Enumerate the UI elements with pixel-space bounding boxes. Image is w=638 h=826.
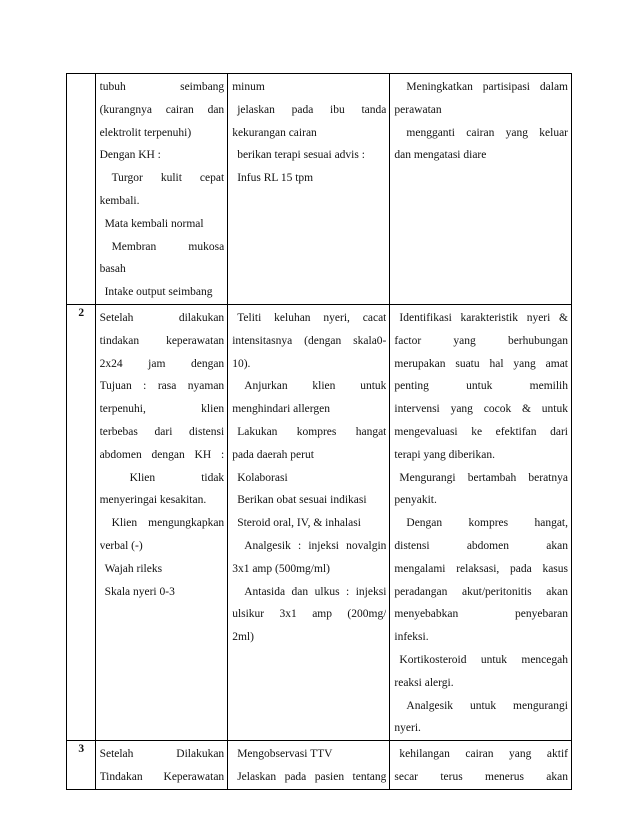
text-line: 3x1 amp (500mg/ml) [232,562,330,575]
text-line: berikan terapi sesuai advis : [237,149,365,162]
text-line: penyakit. [394,494,437,507]
text-line: 2x24 jam dengan [99,357,225,370]
text-line: tindakan keperawatan [99,334,225,347]
text-line: Analgesik : injeksi novalgin [244,539,387,552]
text-line: basah [99,263,126,276]
text-line: tubuh seimbang [99,81,225,93]
text-line: ulsikur 3x1 amp (200mg/ [232,608,387,621]
text-line: Steroid oral, IV, & inhalasi [237,517,361,530]
text-line: mengevaluasi ke efektifan dari [394,425,568,438]
intervention-cell [228,74,390,305]
text-line: Mengobservasi TTV [237,748,333,761]
text-line: Klien mengungkapkan [111,517,225,530]
text-line: Klien tidak [129,471,225,484]
text-line: pada daerah perut [232,448,314,461]
text-line: factor yang berhubungan [394,334,568,347]
criteria-cell [95,304,228,740]
row-number-cell: 3 [67,741,96,790]
text-line: distensi abdomen akan [394,539,568,552]
rationale-cell [390,304,572,740]
text-line: intervensi yang cocok & untuk [394,403,568,416]
intervention-cell [228,741,390,790]
text-line: minum [232,81,265,93]
nursing-care-plan-table [66,73,572,790]
text-line: terapi yang diberikan. [394,448,495,461]
row-number-cell: 2 [67,304,96,740]
criteria-cell [95,74,228,305]
text-line: menghindari allergen [232,403,331,416]
text-line: reaksi alergi. [394,676,454,689]
text-line: mengalami relaksasi, pada kasus [394,562,568,575]
text-line: secar terus menerus akan [394,770,568,783]
text-line: (kurangnya cairan dan [99,103,225,116]
text-line: Kortikosteroid untuk mencegah [399,653,568,666]
text-line: Teliti keluhan nyeri, cacat [237,311,387,324]
text-line: Skala nyeri 0-3 [104,585,175,598]
text-line: verbal (-) [99,539,143,552]
text-line: 2ml) [232,631,254,644]
text-line: Setelah dilakukan [99,311,225,324]
row-number-cell [67,74,96,305]
rationale-cell [390,741,572,790]
text-line: abdomen dengan KH : [99,448,225,461]
text-line: dan mengatasi diare [394,149,487,162]
text-line: mengganti cairan yang keluar [406,126,568,139]
text-line: Kolaborasi [237,471,288,484]
text-line: Membran mukosa [111,240,225,253]
text-line: Infus RL 15 tpm [237,172,314,185]
text-line: Antasida dan ulkus : injeksi [244,585,387,598]
text-line: 10). [232,357,251,370]
table-body [67,74,572,790]
text-line: intensitasnya (dengan skala0- [232,334,387,347]
text-line: Lakukan kompres hangat [237,425,387,438]
text-line: Dengan KH : [99,149,161,162]
intervention-cell [228,304,390,740]
rationale-cell [390,74,572,305]
text-line: Meningkatkan partisipasi dalam [406,81,568,93]
text-line: Identifikasi karakteristik nyeri & [399,311,568,324]
text-line: Analgesik untuk mengurangi [406,699,568,712]
text-line: Turgor kulit cepat [111,172,225,185]
text-line: Wajah rileks [104,562,163,575]
text-line: elektrolit terpenuhi) [99,126,192,139]
text-line: jelaskan pada ibu tanda [237,103,387,116]
text-line: kekurangan cairan [232,126,317,139]
table-row [67,741,572,790]
text-line: terbebas dari distensi [99,425,225,438]
text-line: merupakan suatu hal yang amat [394,357,568,370]
criteria-cell [95,741,228,790]
text-line: perawatan [394,103,442,116]
text-line: Tujuan : rasa nyaman [99,380,225,393]
text-line: Mengurangi bertambah beratnya [399,471,568,484]
text-line: menyebabkan penyebaran [394,608,568,621]
text-line: penting untuk memilih [394,380,568,393]
text-line: Setelah Dilakukan [99,748,225,761]
table-row [67,74,572,305]
text-line: Dengan kompres hangat, [406,517,568,530]
text-line: Intake output seimbang [104,286,213,299]
text-line: Jelaskan pada pasien tentang [237,770,387,783]
text-line: Anjurkan klien untuk [244,380,387,393]
text-line: nyeri. [394,722,421,735]
text-line: Tindakan Keperawatan [99,770,225,783]
text-line: kembali. [99,194,140,207]
text-line: Berikan obat sesuai indikasi [237,494,367,507]
table-row [67,304,572,740]
text-line: peradangan akut/peritonitis akan [394,585,568,598]
text-line: terpenuhi, klien [99,403,225,416]
text-line: infeksi. [394,631,429,644]
text-line: kehilangan cairan yang aktif [399,748,568,761]
text-line: menyeringai kesakitan. [99,494,207,507]
text-line: Mata kembali normal [104,217,204,230]
